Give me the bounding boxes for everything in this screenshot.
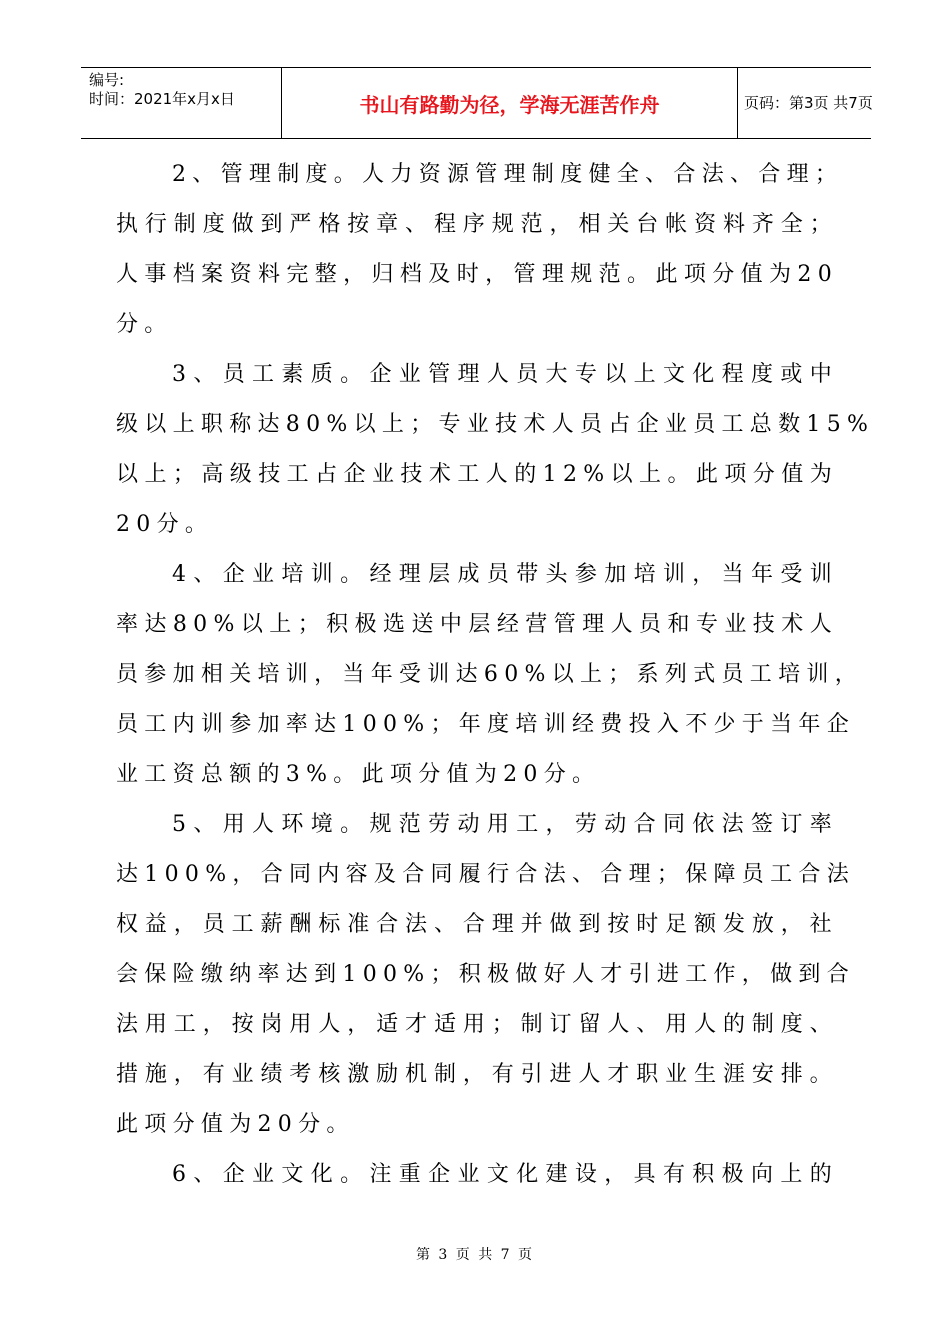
header-motto: 书山有路勤为径，学海无涯苦作舟 (359, 93, 660, 117)
document-number-label: 编号: (89, 71, 125, 89)
header-meta-cell (81, 68, 281, 138)
body-line: 20分。 (116, 512, 214, 537)
header-page-cell (737, 68, 871, 138)
body-line: 人事档案资料完整，归档及时，管理规范。此项分值为20 (116, 262, 838, 287)
header-motto-cell (281, 68, 738, 138)
body-line: 级以上职称达80%以上；专业技术人员占企业员工总数15% (116, 412, 875, 437)
header-page-code: 页码：第3页 共7页 (744, 94, 873, 112)
body-line: 达100%，合同内容及合同履行合法、合理；保障员工合法 (116, 862, 855, 887)
body-line: 4、企业培训。经理层成员带头参加培训，当年受训 (172, 562, 838, 587)
body-line: 6、企业文化。注重企业文化建设，具有积极向上的 (172, 1162, 838, 1187)
body-line: 员参加相关培训，当年受训达60%以上；系列式员工培训， (116, 662, 863, 687)
body-line: 以上；高级技工占企业技术工人的12%以上。此项分值为 (116, 462, 838, 487)
body-line: 2、管理制度。人力资源管理制度健全、合法、合理； (172, 162, 844, 187)
page-footer: 第 3 页 共 7 页 (415, 1247, 535, 1263)
body-line: 分。 (116, 312, 173, 337)
body-line: 率达80%以上；积极选送中层经营管理人员和专业技术人 (116, 612, 838, 637)
body-line: 员工内训参加率达100%；年度培训经费投入不少于当年企 (116, 712, 855, 737)
body-line: 业工资总额的3%。此项分值为20分。 (116, 762, 601, 787)
body-line: 法用工，按岗用人，适才适用；制订留人、用人的制度、 (116, 1012, 838, 1037)
document-body (116, 150, 875, 1200)
document-time-label: 时间：2021年x月x日 (89, 90, 235, 108)
body-line: 会保险缴纳率达到100%；积极做好人才引进工作，做到合 (116, 962, 855, 987)
document-header (81, 67, 871, 139)
body-line: 措施，有业绩考核激励机制，有引进人才职业生涯安排。 (116, 1062, 838, 1087)
body-line: 3、员工素质。企业管理人员大专以上文化程度或中 (172, 362, 838, 387)
body-line: 执行制度做到严格按章、程序规范，相关台帐资料齐全； (116, 212, 838, 237)
body-line: 5、用人环境。规范劳动用工，劳动合同依法签订率 (172, 812, 838, 837)
body-line: 权益，员工薪酬标准合法、合理并做到按时足额发放，社 (116, 912, 838, 937)
body-line: 此项分值为20分。 (116, 1112, 355, 1137)
